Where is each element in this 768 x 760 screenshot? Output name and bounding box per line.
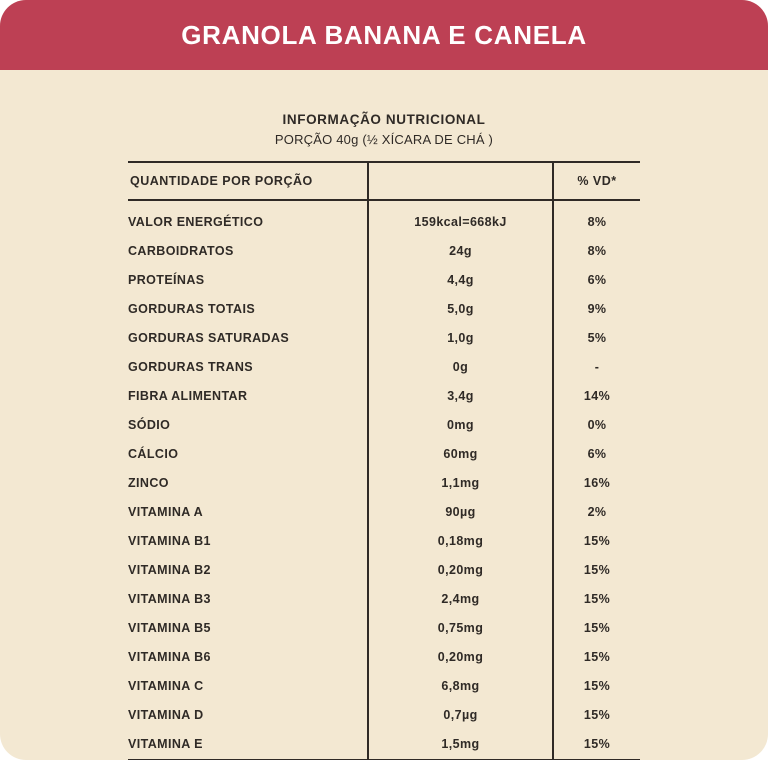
nutrient-name: VITAMINA A bbox=[128, 505, 204, 519]
nutrient-name: GORDURAS SATURADAS bbox=[128, 331, 290, 345]
nutrient-amount: 0,18mg bbox=[368, 527, 553, 556]
nutrient-daily-value: 15% bbox=[583, 708, 611, 722]
nutrient-name: VALOR ENERGÉTICO bbox=[128, 215, 264, 229]
nutrition-facts-table bbox=[128, 161, 640, 760]
page-title: GRANOLA BANANA E CANELA bbox=[181, 19, 587, 50]
nutrient-daily-value: 6% bbox=[587, 447, 607, 461]
nutrient-daily-value: 5% bbox=[587, 331, 607, 345]
nutrient-daily-value: 15% bbox=[553, 730, 640, 760]
nutrient-name: CÁLCIO bbox=[128, 447, 179, 461]
table-row bbox=[128, 411, 640, 440]
nutrient-amount: 3,4g bbox=[368, 382, 553, 411]
table-row bbox=[128, 701, 640, 730]
nutrient-name: VITAMINA B6 bbox=[128, 650, 211, 664]
nutrient-daily-value: 15% bbox=[583, 534, 611, 548]
nutrient-name: VITAMINA B2 bbox=[128, 563, 211, 577]
table-header bbox=[128, 162, 640, 200]
nutrient-daily-value: - bbox=[594, 360, 600, 374]
nutrient-amount: 4,4g bbox=[368, 266, 553, 295]
table-body bbox=[128, 200, 640, 760]
table-row bbox=[128, 324, 640, 353]
nutrient-name: ZINCO bbox=[128, 476, 169, 490]
nutrient-amount: 24g bbox=[368, 237, 553, 266]
nutrient-daily-value: 9% bbox=[587, 302, 607, 316]
nutrient-daily-value: 16% bbox=[583, 476, 611, 490]
table-row bbox=[128, 498, 640, 527]
nutrient-daily-value: 14% bbox=[583, 389, 611, 403]
nutrient-name: VITAMINA B1 bbox=[128, 534, 211, 548]
nutrient-daily-value: 2% bbox=[587, 505, 607, 519]
table-row bbox=[128, 527, 640, 556]
nutrient-name: GORDURAS TRANS bbox=[128, 360, 254, 374]
nutrient-daily-value: 8% bbox=[587, 244, 607, 258]
table-row bbox=[128, 382, 640, 411]
nutrient-name: FIBRA ALIMENTAR bbox=[128, 389, 248, 403]
nutrient-name: VITAMINA E bbox=[128, 730, 368, 760]
nutrient-daily-value: 15% bbox=[583, 679, 611, 693]
nutrition-information-block bbox=[128, 112, 640, 760]
nutrient-amount: 5,0g bbox=[368, 295, 553, 324]
table-header-row bbox=[128, 162, 640, 200]
table-row bbox=[128, 585, 640, 614]
nutrient-name: VITAMINA C bbox=[128, 679, 204, 693]
nutrient-amount: 6,8mg bbox=[368, 672, 553, 701]
nutrient-daily-value: 15% bbox=[583, 650, 611, 664]
nutrient-name: SÓDIO bbox=[128, 418, 171, 432]
nutrient-name: VITAMINA B5 bbox=[128, 621, 211, 635]
table-row bbox=[128, 440, 640, 469]
nutrient-name: PROTEÍNAS bbox=[128, 273, 205, 287]
column-header-amount bbox=[368, 162, 553, 200]
nutrient-amount: 159kcal=668kJ bbox=[368, 200, 553, 237]
nutrient-name: CARBOIDRATOS bbox=[128, 244, 234, 258]
table-row bbox=[128, 672, 640, 701]
table-row bbox=[128, 353, 640, 382]
table-row bbox=[128, 200, 640, 237]
table-row bbox=[128, 730, 640, 760]
column-header-quantity-per-portion: QUANTIDADE POR PORÇÃO bbox=[128, 162, 368, 200]
table-row bbox=[128, 266, 640, 295]
serving-size-text: PORÇÃO 40g (½ XÍCARA DE CHÁ ) bbox=[274, 132, 494, 147]
nutrient-amount: 0,20mg bbox=[368, 556, 553, 585]
nutrient-amount: 1,5mg bbox=[368, 730, 553, 760]
nutrient-name: GORDURAS TOTAIS bbox=[128, 302, 256, 316]
nutrient-name: VITAMINA B3 bbox=[128, 592, 211, 606]
nutrient-daily-value: 0% bbox=[587, 418, 607, 432]
nutrient-amount: 0,20mg bbox=[368, 643, 553, 672]
nutrient-amount: 0mg bbox=[368, 411, 553, 440]
nutrient-amount: 60mg bbox=[368, 440, 553, 469]
nutrient-amount: 90µg bbox=[368, 498, 553, 527]
nutrient-daily-value: 8% bbox=[587, 215, 607, 229]
table-row bbox=[128, 643, 640, 672]
table-row bbox=[128, 469, 640, 498]
nutrient-amount: 2,4mg bbox=[368, 585, 553, 614]
table-row bbox=[128, 614, 640, 643]
product-header-band bbox=[0, 0, 768, 70]
nutrient-amount: 0,7µg bbox=[368, 701, 553, 730]
column-header-daily-value: % VD* bbox=[553, 162, 640, 200]
table-row bbox=[128, 295, 640, 324]
nutrient-amount: 1,0g bbox=[368, 324, 553, 353]
nutrient-daily-value: 15% bbox=[583, 592, 611, 606]
nutrient-amount: 0,75mg bbox=[368, 614, 553, 643]
table-row bbox=[128, 237, 640, 266]
nutrient-amount: 1,1mg bbox=[368, 469, 553, 498]
table-row bbox=[128, 556, 640, 585]
nutrient-name: VITAMINA D bbox=[128, 708, 204, 722]
nutrient-daily-value: 6% bbox=[587, 273, 607, 287]
nutrient-daily-value: 15% bbox=[583, 621, 611, 635]
nutrient-amount: 0g bbox=[368, 353, 553, 382]
nutrition-heading: INFORMAÇÃO NUTRICIONAL bbox=[282, 112, 486, 127]
nutrient-daily-value: 15% bbox=[583, 563, 611, 577]
